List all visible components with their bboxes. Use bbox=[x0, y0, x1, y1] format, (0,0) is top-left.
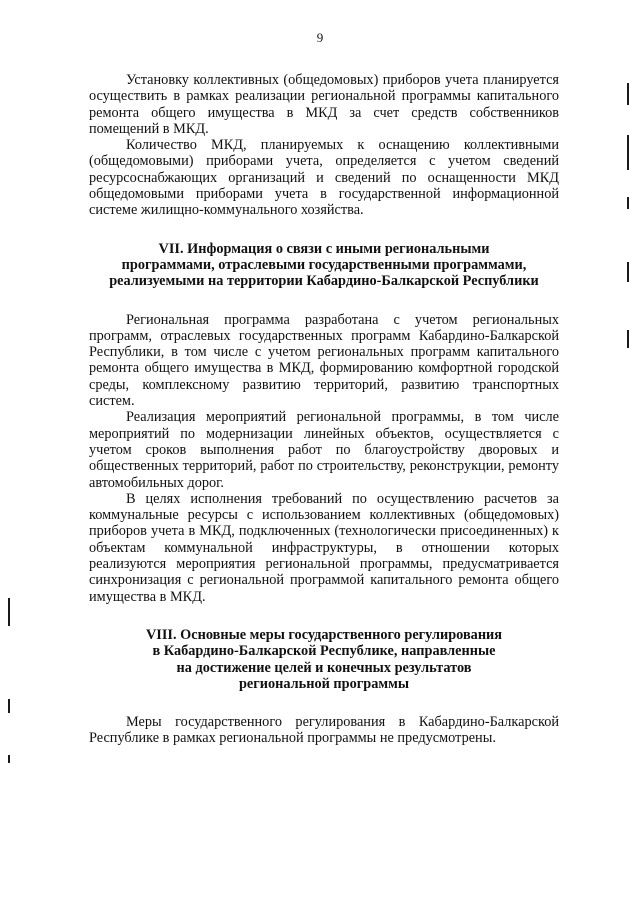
heading-line: VII. Информация о связи с иными региональными bbox=[158, 240, 490, 257]
section-7-heading bbox=[89, 241, 559, 290]
paragraph: Установку коллективных (общедомовых) приборов учета планируется осуществить в рамках реализации региональной программы капитального ремонта общего имущества в МКД за счет средств собственников помещений в МКД. bbox=[89, 72, 559, 137]
heading-line: реализуемыми на территории Кабардино-Балкарской Республики bbox=[109, 273, 539, 290]
scan-mark bbox=[627, 330, 629, 348]
heading-line: региональной программы bbox=[238, 675, 410, 692]
heading-line: в Кабардино-Балкарской Республике, направленные bbox=[152, 643, 496, 660]
paragraph: Региональная программа разработана с учетом региональных программ, отраслевых государственных программ Кабардино-Балкарской Республики, в том числе с учетом региональных программ капитального ремонта общего имущества в МКД, формированию комфортной городской среды, комплексному развитию территорий, развитию транспортных систем. bbox=[89, 311, 559, 410]
scan-mark bbox=[8, 598, 10, 626]
scan-mark bbox=[8, 755, 10, 763]
heading-line: VIII. Основные меры государственного регулирования bbox=[145, 626, 503, 643]
scan-mark bbox=[627, 83, 629, 105]
paragraph: Меры государственного регулирования в Кабардино-Балкарской Республике в рамках региональной программы не предусмотрены. bbox=[89, 714, 559, 747]
document-body bbox=[89, 72, 559, 747]
paragraph: Количество МКД, планируемых к оснащению коллективными (общедомовыми) приборами учета, определяется с учетом сведений ресурсоснабжающих организаций и сведений по оснащенности МКД общедомовыми приборами учета в государственной информационной системе жилищно-коммунального хозяйства. bbox=[89, 137, 559, 219]
section-8 bbox=[89, 627, 559, 747]
paragraph: Реализация мероприятий региональной программы, в том числе мероприятий по модернизации линейных объектов, осуществляется с учетом сроков выполнения работ по благоустройству дворовых и общественных территорий, работ по строительству, реконструкции, ремонту автомобильных дорог. bbox=[89, 409, 559, 491]
intro-section bbox=[89, 72, 559, 219]
section-8-heading bbox=[89, 627, 559, 692]
paragraph: В целях исполнения требований по осуществлению расчетов за коммунальные ресурсы с использованием коллективных (общедомовых) приборов учета в МКД, подключенных (технологически присоединенных) к объектам коммунальной инфраструктуры, в отношении которых реализуются мероприятия региональной программы, предусматривается синхронизация с региональной программой капитального ремонта общего имущества в МКД. bbox=[89, 490, 559, 605]
scan-mark bbox=[627, 197, 629, 209]
section-7 bbox=[89, 241, 559, 605]
page-number: 9 bbox=[316, 30, 324, 45]
scan-mark bbox=[627, 262, 629, 282]
heading-line: программами, отраслевыми государственными программами, bbox=[121, 256, 527, 273]
scan-mark bbox=[627, 135, 629, 170]
heading-line: на достижение целей и конечных результатов bbox=[176, 659, 472, 676]
scan-mark bbox=[8, 699, 10, 713]
